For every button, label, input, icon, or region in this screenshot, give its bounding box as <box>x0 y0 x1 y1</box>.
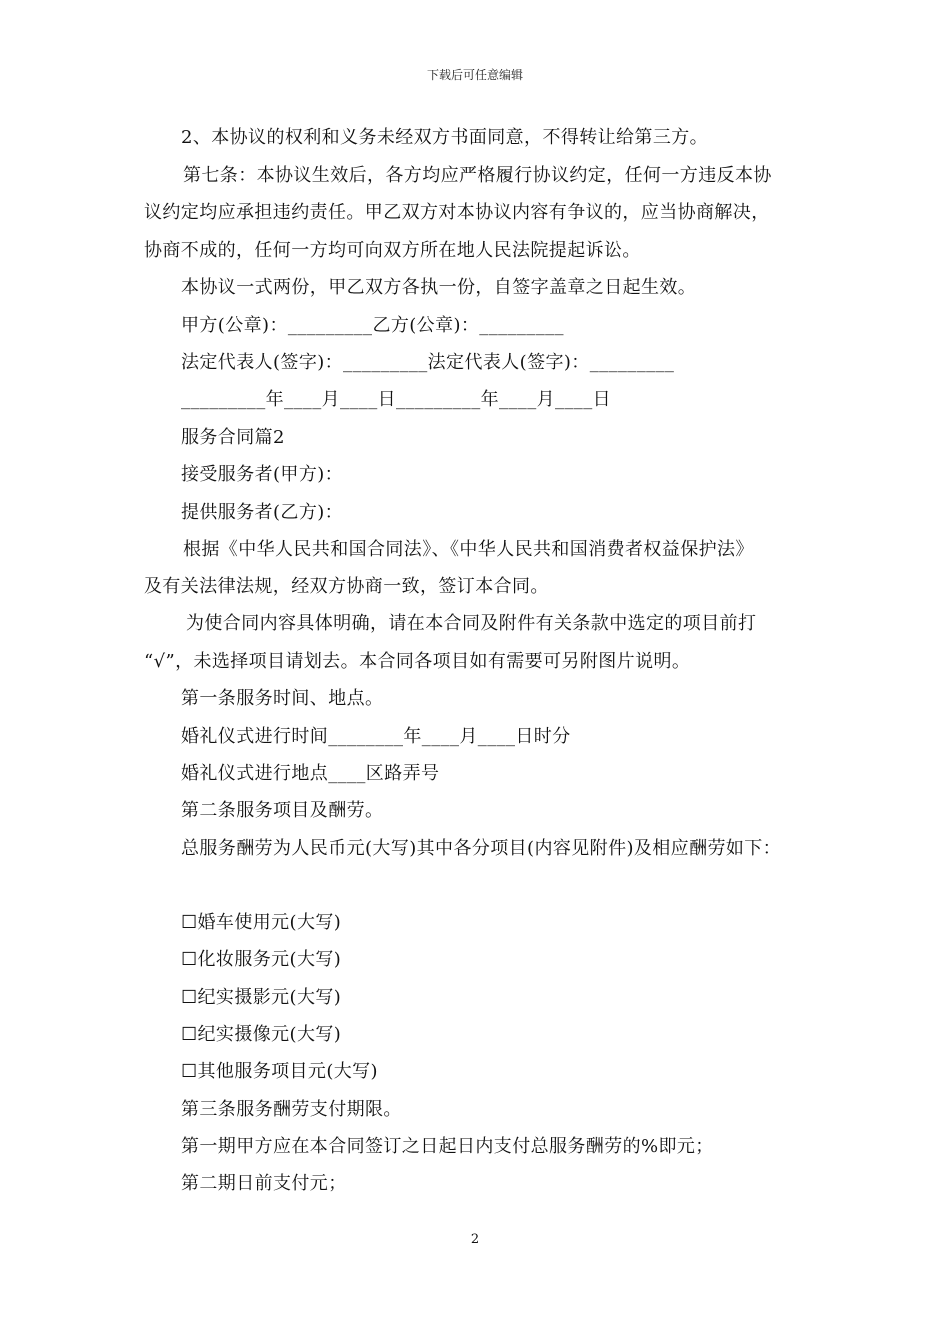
text-line: 婚礼仪式进行时间________年____月____日时分 <box>181 726 571 747</box>
section-heading: 服务合同篇2 <box>181 427 285 448</box>
text-line: 协商不成的，任何一方均可向双方所在地人民法院提起诉讼。 <box>144 240 641 261</box>
text-line: _________年____月____日_________年____月____日 <box>181 389 611 410</box>
checkbox-item: ☐纪实摄像元(大写) <box>181 1024 342 1045</box>
page-header: 下载后可任意编辑 <box>426 68 523 82</box>
text-line: 为使合同内容具体明确，请在本合同及附件有关条款中选定的项目前打 <box>186 613 757 634</box>
text-line: 婚礼仪式进行地点____区路弄号 <box>181 763 440 784</box>
page-number: 2 <box>470 1232 480 1247</box>
text-line: 总服务酬劳为人民币元(大写)其中各分项目(内容见附件)及相应酬劳如下： <box>181 838 782 859</box>
text-line: 2、本协议的权利和义务未经双方书面同意，不得转让给第三方。 <box>181 127 709 148</box>
text-line: 第三条服务酬劳支付期限。 <box>181 1099 402 1120</box>
text-line: 本协议一式两份，甲乙双方各执一份，自签字盖章之日起生效。 <box>181 277 697 298</box>
text-line: 第二期日前支付元； <box>181 1173 347 1194</box>
text-line: 甲方(公章)：_________乙方(公章)：_________ <box>181 315 564 336</box>
checkbox-item: ☐化妆服务元(大写) <box>181 949 342 970</box>
text-line: 接受服务者(甲方)： <box>181 464 344 485</box>
text-line: 议约定均应承担违约责任。甲乙双方对本协议内容有争议的，应当协商解决， <box>144 202 770 223</box>
text-line: 第一期甲方应在本合同签订之日起日内支付总服务酬劳的%即元； <box>181 1136 714 1157</box>
text-line: 及有关法律法规，经双方协商一致，签订本合同。 <box>144 576 549 597</box>
text-line: 根据《中华人民共和国合同法》、《中华人民共和国消费者权益保护法》 <box>183 539 754 560</box>
text-line: “√”，未选择项目请划去。本合同各项目如有需要可另附图片说明。 <box>144 651 691 672</box>
text-line: 第七条：本协议生效后，各方均应严格履行协议约定，任何一方违反本协 <box>183 165 772 186</box>
text-line: 第二条服务项目及酬劳。 <box>181 800 384 821</box>
checkbox-item: ☐其他服务项目元(大写) <box>181 1061 378 1082</box>
checkbox-item: ☐婚车使用元(大写) <box>181 912 342 933</box>
checkbox-item: ☐纪实摄影元(大写) <box>181 987 342 1008</box>
text-line: 提供服务者(乙方)： <box>181 502 344 523</box>
text-line: 第一条服务时间、地点。 <box>181 688 384 709</box>
text-line: 法定代表人(签字)：_________法定代表人(签字)：_________ <box>181 352 675 373</box>
